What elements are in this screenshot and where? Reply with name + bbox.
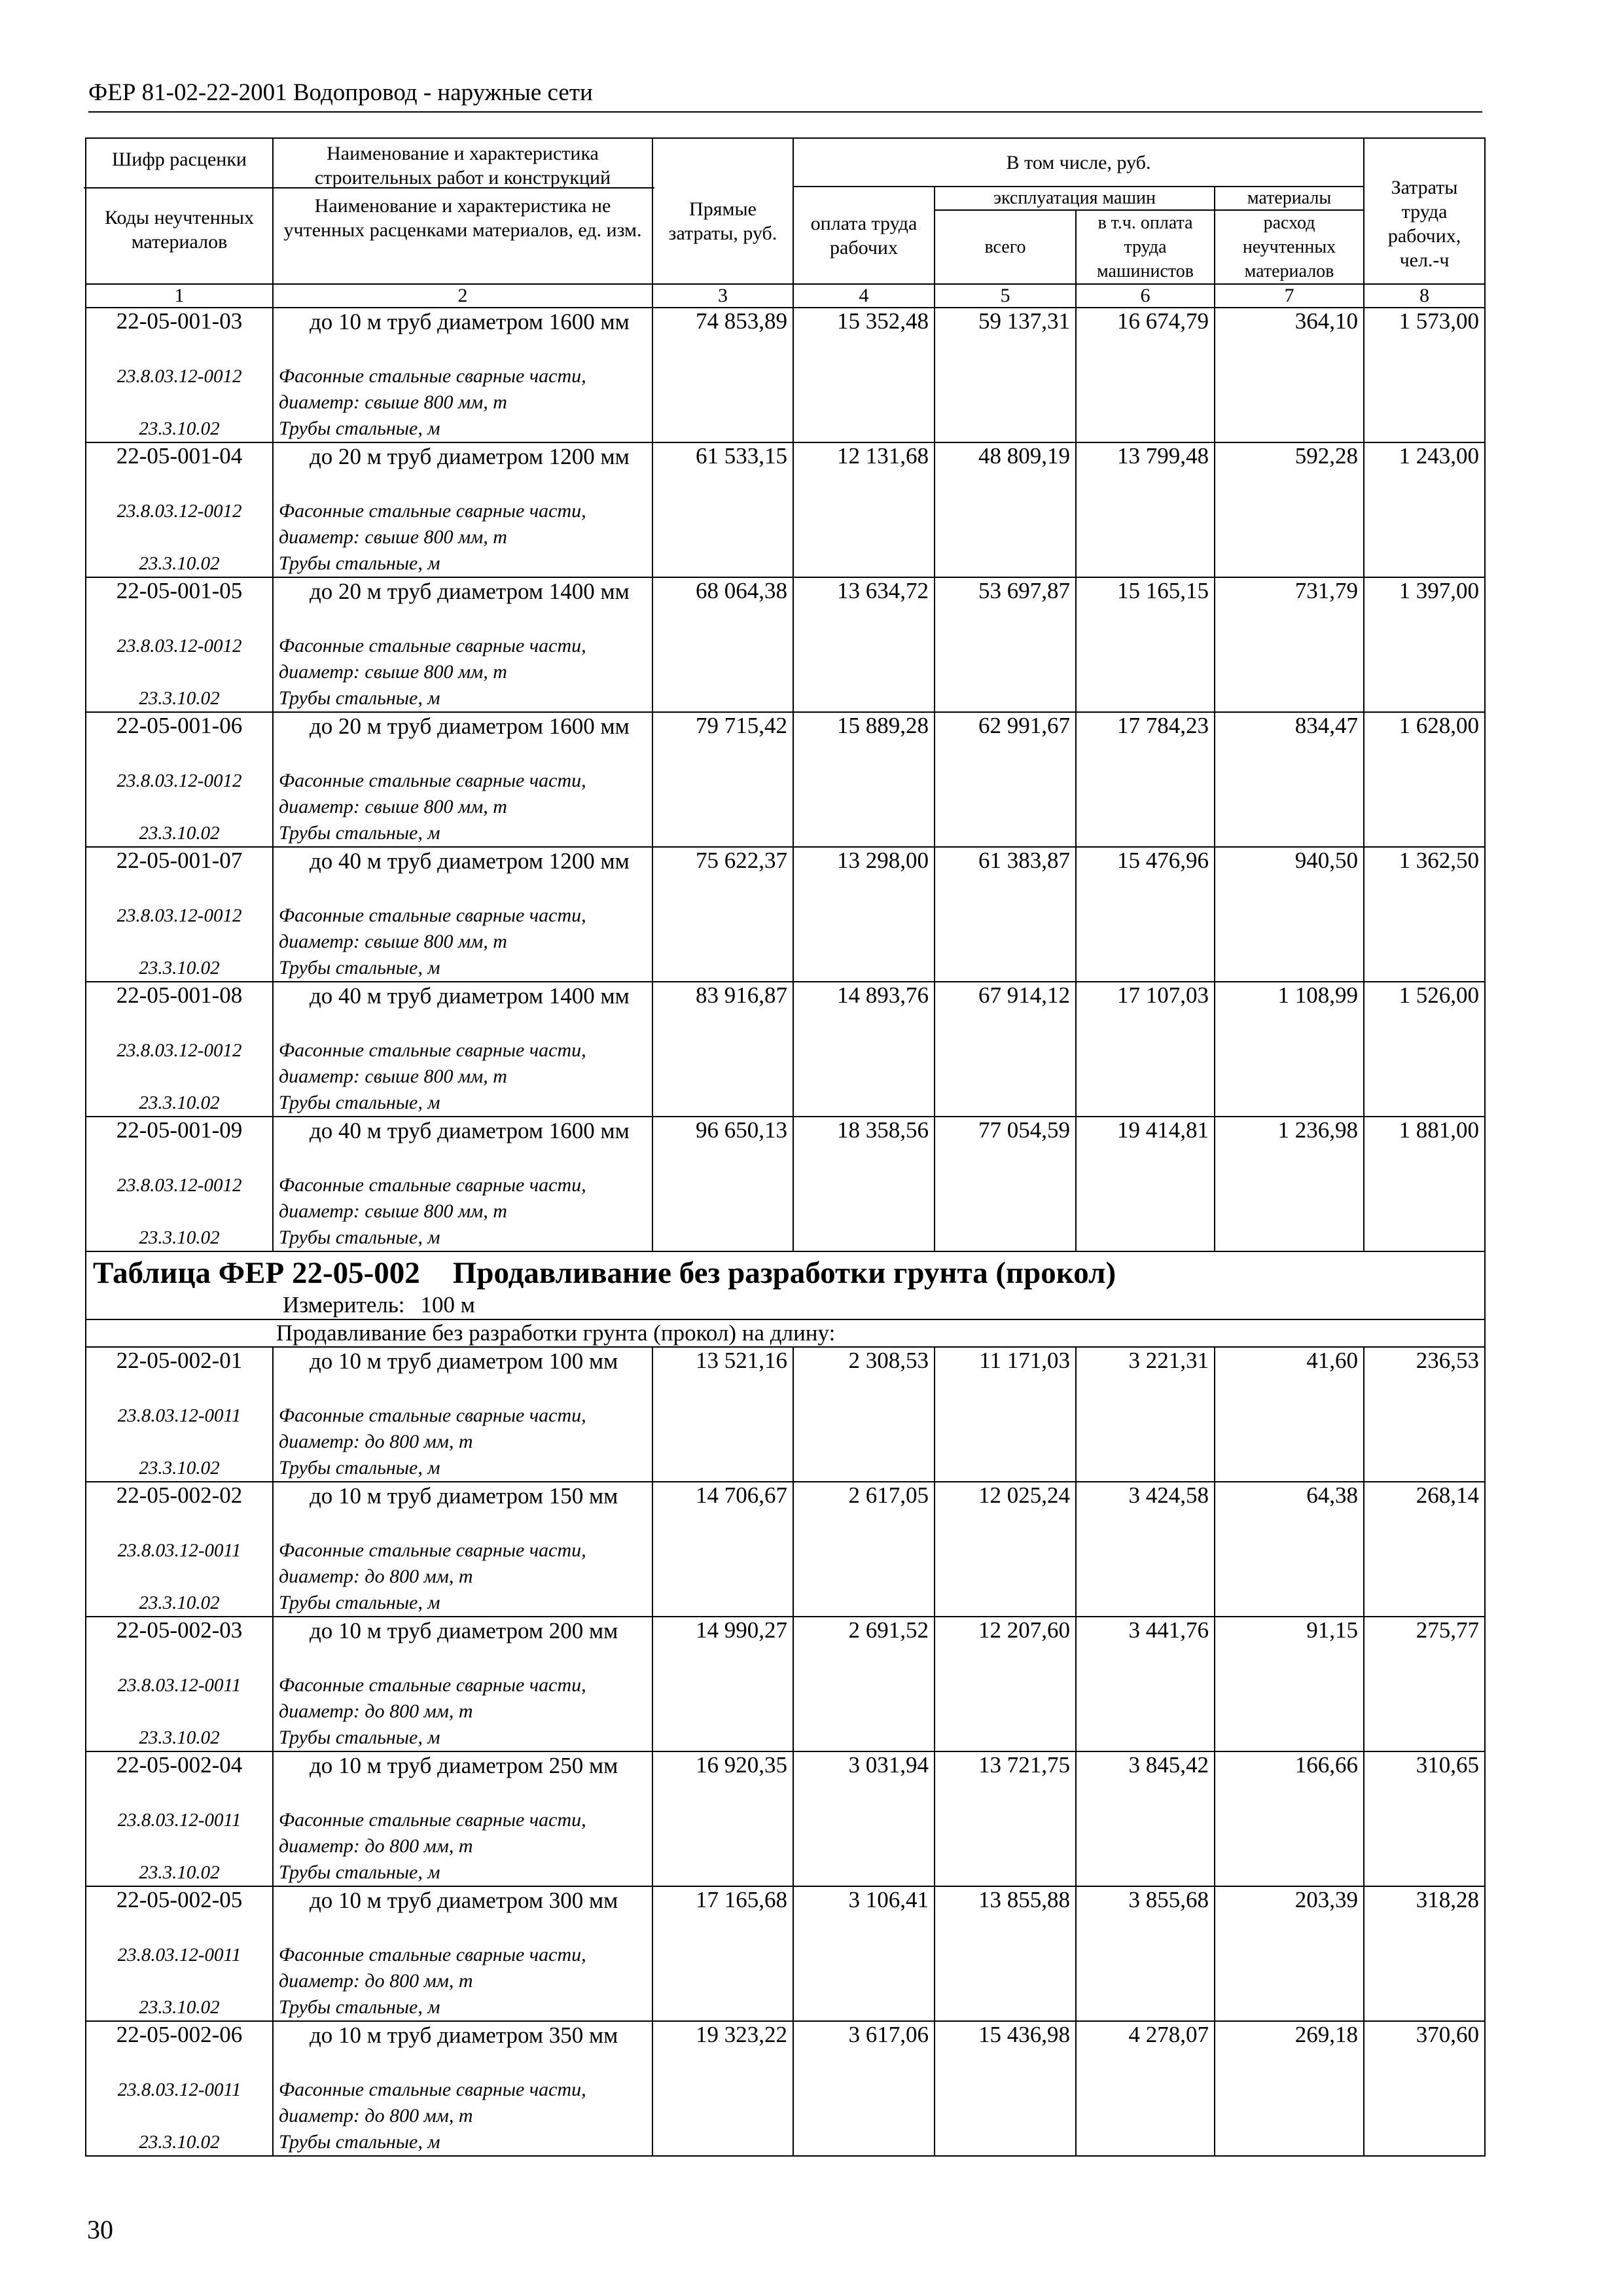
rate-name: до 10 м труб диаметром 1600 мм <box>273 308 652 363</box>
rate-materials: 64,38 <box>1215 1482 1364 1617</box>
rate-name: до 10 м труб диаметром 100 мм <box>273 1347 652 1403</box>
rate-machinists-pay: 3 441,76 <box>1076 1617 1215 1751</box>
rate-machinists-pay: 13 799,48 <box>1076 442 1215 577</box>
rate-name: до 10 м труб диаметром 300 мм <box>273 1886 652 1942</box>
rate-machinists-pay: 15 476,96 <box>1076 847 1215 982</box>
column-number: 1 <box>86 284 273 308</box>
rate-materials: 91,15 <box>1215 1617 1364 1751</box>
rate-name: до 40 м труб диаметром 1400 мм <box>273 982 652 1037</box>
rate-materials: 940,50 <box>1215 847 1364 982</box>
header-code-cell <box>86 138 273 284</box>
section-title <box>93 1252 1478 1291</box>
rate-machinists-pay: 16 674,79 <box>1076 308 1215 442</box>
rate-row <box>86 847 1485 903</box>
material-name: Трубы стальные, м <box>273 550 652 577</box>
material-code: 23.3.10.02 <box>86 955 273 982</box>
rate-workers-pay: 2 308,53 <box>793 1347 935 1482</box>
rate-workers-pay: 12 131,68 <box>793 442 935 577</box>
rate-labor-hours: 275,77 <box>1364 1617 1485 1751</box>
header-machines-total: всего <box>935 210 1076 284</box>
rate-code: 22-05-001-06 <box>86 712 273 768</box>
rate-workers-pay: 3 617,06 <box>793 2021 935 2156</box>
material-name: Фасонные стальные сварные части, диаметр: до 800 мм, т <box>273 1807 652 1859</box>
rate-row <box>86 1482 1485 1537</box>
rate-direct-costs: 83 916,87 <box>652 982 793 1117</box>
rate-workers-pay: 13 298,00 <box>793 847 935 982</box>
rate-machines-total: 53 697,87 <box>935 577 1076 712</box>
rate-workers-pay: 15 889,28 <box>793 712 935 847</box>
rate-direct-costs: 68 064,38 <box>652 577 793 712</box>
column-number: 6 <box>1076 284 1215 308</box>
rate-machinists-pay: 3 221,31 <box>1076 1347 1215 1482</box>
rate-materials: 731,79 <box>1215 577 1364 712</box>
rate-machinists-pay: 4 278,07 <box>1076 2021 1215 2156</box>
column-number: 2 <box>273 284 652 308</box>
rate-labor-hours: 1 243,00 <box>1364 442 1485 577</box>
column-number: 7 <box>1215 284 1364 308</box>
rate-code: 22-05-001-03 <box>86 308 273 363</box>
material-code: 23.8.03.12-0011 <box>86 1537 273 1590</box>
rate-direct-costs: 96 650,13 <box>652 1117 793 1251</box>
rate-name: до 20 м труб диаметром 1600 мм <box>273 712 652 768</box>
rate-materials: 1 236,98 <box>1215 1117 1364 1251</box>
rate-labor-hours: 1 526,00 <box>1364 982 1485 1117</box>
rate-name: до 20 м труб диаметром 1200 мм <box>273 442 652 498</box>
material-name: Трубы стальные, м <box>273 1859 652 1886</box>
header-missing-materials-code-label: Коды неучтенных материалов <box>84 187 275 254</box>
material-name: Фасонные стальные сварные части, диаметр: свыше 800 мм, т <box>273 498 652 550</box>
header-code-label: Шифр расценки <box>112 149 247 170</box>
material-code: 23.3.10.02 <box>86 820 273 847</box>
material-code: 23.8.03.12-0012 <box>86 1172 273 1225</box>
header-including-group: В том числе, руб. <box>793 138 1364 187</box>
rate-machines-total: 61 383,87 <box>935 847 1076 982</box>
material-name: Трубы стальные, м <box>273 955 652 982</box>
rate-workers-pay: 13 634,72 <box>793 577 935 712</box>
material-name: Трубы стальные, м <box>273 1090 652 1117</box>
material-code: 23.3.10.02 <box>86 1994 273 2021</box>
material-name: Трубы стальные, м <box>273 2129 652 2156</box>
header-missing-materials-consumption: расход неучтенных материалов <box>1215 210 1364 284</box>
material-code: 23.8.03.12-0011 <box>86 1807 273 1859</box>
material-name: Трубы стальные, м <box>273 416 652 442</box>
rate-code: 22-05-001-09 <box>86 1117 273 1172</box>
material-name: Фасонные стальные сварные части, диаметр: до 800 мм, т <box>273 1403 652 1455</box>
material-name: Фасонные стальные сварные части, диаметр: свыше 800 мм, т <box>273 903 652 955</box>
rate-row <box>86 1751 1485 1807</box>
column-number: 8 <box>1364 284 1485 308</box>
rate-materials: 834,47 <box>1215 712 1364 847</box>
rate-direct-costs: 13 521,16 <box>652 1347 793 1482</box>
rate-labor-hours: 1 881,00 <box>1364 1117 1485 1251</box>
section-meter-label: Измеритель: <box>283 1292 405 1318</box>
rate-machines-total: 12 025,24 <box>935 1482 1076 1617</box>
rate-row <box>86 1347 1485 1403</box>
rate-labor-hours: 268,14 <box>1364 1482 1485 1617</box>
material-code: 23.8.03.12-0011 <box>86 1672 273 1725</box>
rate-direct-costs: 75 622,37 <box>652 847 793 982</box>
material-name: Трубы стальные, м <box>273 685 652 712</box>
rate-workers-pay: 14 893,76 <box>793 982 935 1117</box>
rate-direct-costs: 61 533,15 <box>652 442 793 577</box>
section-intro-row <box>86 1319 1485 1347</box>
column-number-row <box>86 284 1485 308</box>
rate-machinists-pay: 15 165,15 <box>1076 577 1215 712</box>
material-code: 23.3.10.02 <box>86 550 273 577</box>
rate-row <box>86 1617 1485 1672</box>
rate-labor-hours: 236,53 <box>1364 1347 1485 1482</box>
rate-machines-total: 77 054,59 <box>935 1117 1076 1251</box>
rate-machines-total: 48 809,19 <box>935 442 1076 577</box>
rate-code: 22-05-002-01 <box>86 1347 273 1403</box>
header-machine-operation-group: эксплуатация машин <box>935 187 1215 210</box>
rate-direct-costs: 74 853,89 <box>652 308 793 442</box>
rate-direct-costs: 16 920,35 <box>652 1751 793 1886</box>
rate-direct-costs: 79 715,42 <box>652 712 793 847</box>
page-number: 30 <box>87 2215 113 2244</box>
rate-name: до 40 м труб диаметром 1600 мм <box>273 1117 652 1172</box>
rate-name: до 10 м труб диаметром 250 мм <box>273 1751 652 1807</box>
material-code: 23.3.10.02 <box>86 685 273 712</box>
material-code: 23.8.03.12-0012 <box>86 903 273 955</box>
material-code: 23.8.03.12-0011 <box>86 1403 273 1455</box>
material-name: Фасонные стальные сварные части, диаметр: до 800 мм, т <box>273 2077 652 2129</box>
rate-workers-pay: 2 691,52 <box>793 1617 935 1751</box>
material-name: Трубы стальные, м <box>273 1225 652 1251</box>
rates-table <box>85 137 1486 2157</box>
rate-labor-hours: 370,60 <box>1364 2021 1485 2156</box>
material-name: Фасонные стальные сварные части, диаметр: свыше 800 мм, т <box>273 768 652 820</box>
rate-row <box>86 442 1485 498</box>
material-name: Фасонные стальные сварные части, диаметр: свыше 800 мм, т <box>273 1037 652 1090</box>
column-number: 4 <box>793 284 935 308</box>
material-code: 23.8.03.12-0011 <box>86 1942 273 1994</box>
rate-machines-total: 13 855,88 <box>935 1886 1076 2021</box>
rate-row <box>86 2021 1485 2077</box>
material-code: 23.3.10.02 <box>86 2129 273 2156</box>
rate-workers-pay: 3 106,41 <box>793 1886 935 2021</box>
rate-materials: 269,18 <box>1215 2021 1364 2156</box>
material-code: 23.8.03.12-0012 <box>86 768 273 820</box>
header-machinists-pay: в т.ч. оплата труда машинистов <box>1076 210 1215 284</box>
rate-materials: 166,66 <box>1215 1751 1364 1886</box>
rate-code: 22-05-001-08 <box>86 982 273 1037</box>
material-name: Фасонные стальные сварные части, диаметр: до 800 мм, т <box>273 1672 652 1725</box>
material-name: Фасонные стальные сварные части, диаметр: свыше 800 мм, т <box>273 633 652 685</box>
rate-materials: 1 108,99 <box>1215 982 1364 1117</box>
table-header-row-1 <box>86 138 1485 187</box>
rate-machinists-pay: 19 414,81 <box>1076 1117 1215 1251</box>
rate-direct-costs: 19 323,22 <box>652 2021 793 2156</box>
material-code: 23.3.10.02 <box>86 1090 273 1117</box>
rate-materials: 203,39 <box>1215 1886 1364 2021</box>
rate-labor-hours: 1 628,00 <box>1364 712 1485 847</box>
rate-code: 22-05-002-04 <box>86 1751 273 1807</box>
rate-machinists-pay: 3 855,68 <box>1076 1886 1215 2021</box>
rate-code: 22-05-001-07 <box>86 847 273 903</box>
rate-materials: 592,28 <box>1215 442 1364 577</box>
rate-code: 22-05-002-03 <box>86 1617 273 1672</box>
rate-direct-costs: 17 165,68 <box>652 1886 793 2021</box>
rate-labor-hours: 1 362,50 <box>1364 847 1485 982</box>
rate-workers-pay: 15 352,48 <box>793 308 935 442</box>
rate-machinists-pay: 17 107,03 <box>1076 982 1215 1117</box>
section-meter-value: 100 м <box>420 1292 475 1318</box>
rate-code: 22-05-002-05 <box>86 1886 273 1942</box>
rate-code: 22-05-002-02 <box>86 1482 273 1537</box>
material-code: 23.8.03.12-0012 <box>86 498 273 550</box>
rate-machines-total: 15 436,98 <box>935 2021 1076 2156</box>
header-materials-group: материалы <box>1215 187 1364 210</box>
rate-materials: 364,10 <box>1215 308 1364 442</box>
rate-row <box>86 982 1485 1037</box>
section-meter <box>93 1291 1478 1319</box>
section-intro: Продавливание без разработки грунта (прокол) на длину: <box>86 1319 1485 1347</box>
rate-workers-pay: 2 617,05 <box>793 1482 935 1617</box>
material-name: Трубы стальные, м <box>273 1725 652 1751</box>
rate-name: до 10 м труб диаметром 200 мм <box>273 1617 652 1672</box>
rate-machines-total: 67 914,12 <box>935 982 1076 1117</box>
rate-row <box>86 1886 1485 1942</box>
header-name-cell <box>273 138 652 284</box>
column-number: 5 <box>935 284 1076 308</box>
rate-name: до 20 м труб диаметром 1400 мм <box>273 577 652 633</box>
rate-workers-pay: 18 358,56 <box>793 1117 935 1251</box>
rate-row <box>86 308 1485 363</box>
section-title-cell <box>86 1251 1485 1319</box>
rate-machines-total: 11 171,03 <box>935 1347 1076 1482</box>
rate-labor-hours: 310,65 <box>1364 1751 1485 1886</box>
rate-row <box>86 1117 1485 1172</box>
rate-machines-total: 12 207,60 <box>935 1617 1076 1751</box>
rate-direct-costs: 14 706,67 <box>652 1482 793 1617</box>
section-table-name: Продавливание без разработки грунта (прокол) <box>452 1256 1116 1290</box>
material-code: 23.3.10.02 <box>86 1455 273 1482</box>
rate-direct-costs: 14 990,27 <box>652 1617 793 1751</box>
material-code: 23.3.10.02 <box>86 1590 273 1617</box>
rate-code: 22-05-002-06 <box>86 2021 273 2077</box>
material-name: Трубы стальные, м <box>273 1590 652 1617</box>
rate-machines-total: 62 991,67 <box>935 712 1076 847</box>
rate-machines-total: 13 721,75 <box>935 1751 1076 1886</box>
rate-materials: 41,60 <box>1215 1347 1364 1482</box>
rate-machines-total: 59 137,31 <box>935 308 1076 442</box>
header-labor-hours: Затраты труда рабочих, чел.-ч <box>1364 138 1485 284</box>
material-name: Фасонные стальные сварные части, диаметр: свыше 800 мм, т <box>273 363 652 416</box>
header-work-name-label: Наименование и характеристика строительных работ и конструкций <box>314 143 611 188</box>
material-code: 23.3.10.02 <box>86 1859 273 1886</box>
header-direct-costs: Прямые затраты, руб. <box>652 138 793 284</box>
rate-machinists-pay: 3 424,58 <box>1076 1482 1215 1617</box>
material-name: Фасонные стальные сварные части, диаметр: до 800 мм, т <box>273 1537 652 1590</box>
rate-workers-pay: 3 031,94 <box>793 1751 935 1886</box>
rate-row <box>86 577 1485 633</box>
material-name: Фасонные стальные сварные части, диаметр: свыше 800 мм, т <box>273 1172 652 1225</box>
section-table-label: Таблица ФЕР 22-05-002 <box>93 1256 420 1290</box>
rate-row <box>86 712 1485 768</box>
section-title-row <box>86 1251 1485 1319</box>
material-code: 23.8.03.12-0011 <box>86 2077 273 2129</box>
material-code: 23.8.03.12-0012 <box>86 1037 273 1090</box>
rate-name: до 10 м труб диаметром 150 мм <box>273 1482 652 1537</box>
material-name: Трубы стальные, м <box>273 1455 652 1482</box>
column-number: 3 <box>652 284 793 308</box>
material-code: 23.3.10.02 <box>86 1225 273 1251</box>
header-workers-pay: оплата труда рабочих <box>793 187 935 284</box>
rate-machinists-pay: 3 845,42 <box>1076 1751 1215 1886</box>
material-code: 23.3.10.02 <box>86 1725 273 1751</box>
rate-labor-hours: 1 573,00 <box>1364 308 1485 442</box>
material-code: 23.3.10.02 <box>86 416 273 442</box>
rate-name: до 10 м труб диаметром 350 мм <box>273 2021 652 2077</box>
rate-labor-hours: 1 397,00 <box>1364 577 1485 712</box>
running-header: ФЕР 81-02-22-2001 Водопровод - наружные сети <box>88 77 1482 113</box>
rate-labor-hours: 318,28 <box>1364 1886 1485 2021</box>
material-code: 23.8.03.12-0012 <box>86 633 273 685</box>
material-name: Трубы стальные, м <box>273 820 652 847</box>
rate-machinists-pay: 17 784,23 <box>1076 712 1215 847</box>
rate-name: до 40 м труб диаметром 1200 мм <box>273 847 652 903</box>
material-name: Фасонные стальные сварные части, диаметр: до 800 мм, т <box>273 1942 652 1994</box>
rate-code: 22-05-001-05 <box>86 577 273 633</box>
material-name: Трубы стальные, м <box>273 1994 652 2021</box>
material-code: 23.8.03.12-0012 <box>86 363 273 416</box>
header-material-name-label: Наименование и характеристика не учтенных расценками материалов, ед. изм. <box>271 187 654 242</box>
rate-code: 22-05-001-04 <box>86 442 273 498</box>
